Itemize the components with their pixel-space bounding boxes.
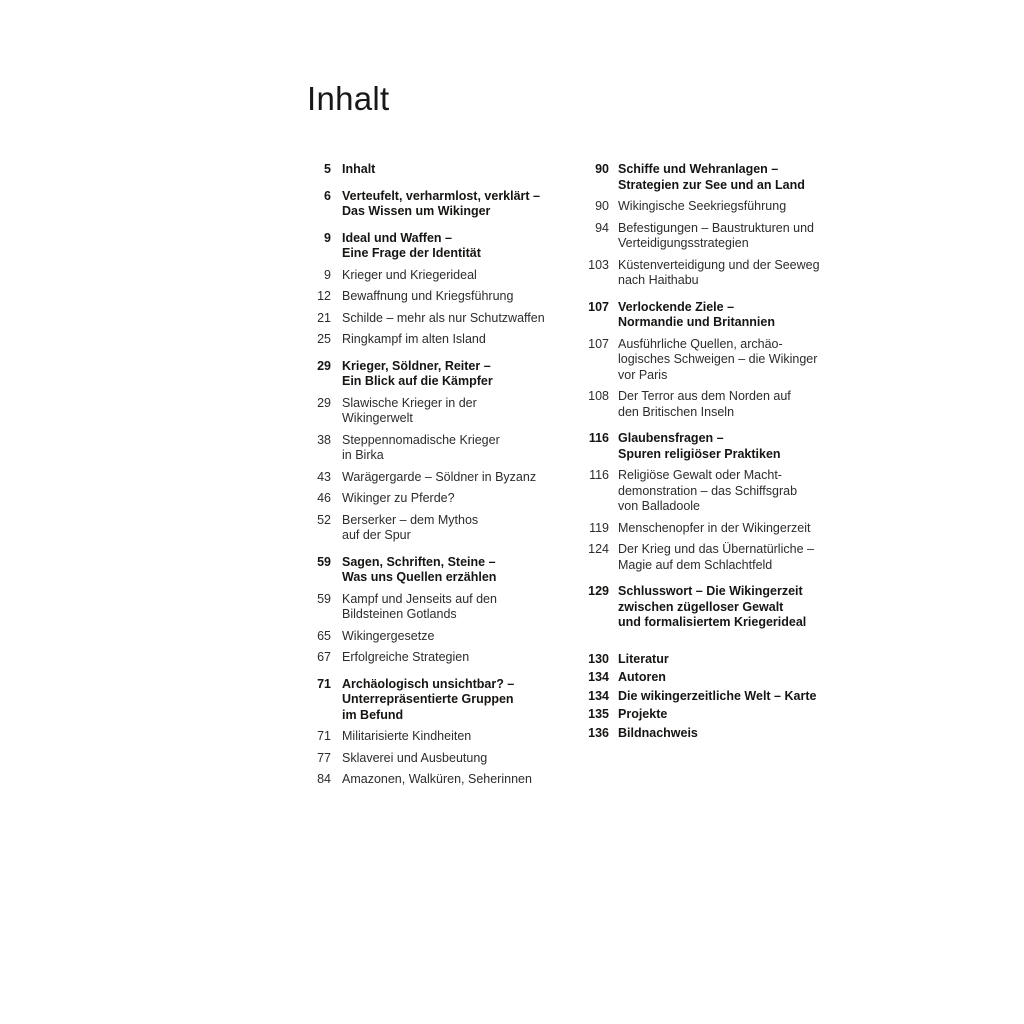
toc-entry <box>570 468 845 515</box>
toc-entry-line: nach Haithabu <box>618 273 699 287</box>
toc-page-number: 38 <box>317 432 331 447</box>
toc-entry-title <box>342 772 555 788</box>
toc-entry-title <box>342 162 555 178</box>
toc-entry-line: Autoren <box>618 670 666 684</box>
toc-entry-title <box>342 513 555 544</box>
toc-entry-line: Bildnachweis <box>618 725 698 740</box>
toc-entry-title <box>618 199 845 215</box>
toc-column-right <box>570 162 845 744</box>
toc-page-number: 29 <box>317 395 331 410</box>
toc-entry-title <box>342 268 555 284</box>
toc-entry-line: Schiffe und Wehranlagen – <box>618 162 779 176</box>
toc-entry-line: Verlockende Ziele – <box>618 299 735 314</box>
toc-page-number: 46 <box>317 491 331 505</box>
toc-entry-title <box>342 231 555 262</box>
toc-section-entry <box>570 300 845 331</box>
toc-entry-line: Literatur <box>618 651 669 666</box>
toc-entry-line: Wikingergesetze <box>342 628 435 643</box>
toc-page-number: 134 <box>588 670 609 684</box>
toc-page-number: 130 <box>588 651 609 666</box>
toc-entry-line: Die wikingerzeitliche Welt – Karte <box>618 688 817 703</box>
toc-section-entry <box>300 162 555 178</box>
toc-entry <box>300 433 555 464</box>
page-title: Inhalt <box>307 80 390 117</box>
toc-page-number: 90 <box>595 162 609 176</box>
toc-entry-line: Religiöse Gewalt oder Macht- <box>618 468 782 482</box>
toc-page-number: 124 <box>588 542 609 556</box>
toc-page-number: 59 <box>317 554 331 569</box>
toc-page-number: 6 <box>324 188 331 203</box>
toc-entry <box>300 268 555 284</box>
toc-entry <box>300 592 555 623</box>
toc-entry-line: Küstenverteidigung und der Seeweg <box>618 257 820 272</box>
toc-entry-line: Ein Blick auf die Kämpfer <box>342 374 493 388</box>
toc-entry-title <box>342 359 555 390</box>
toc-entry-line: Warägergarde – Söldner in Byzanz <box>342 469 537 484</box>
toc-entry-line: Amazonen, Walküren, Seherinnen <box>342 772 532 786</box>
toc-entry-line: Sklaverei und Ausbeutung <box>342 750 488 765</box>
toc-entry-line: Unterrepräsentierte Gruppen <box>342 692 514 706</box>
toc-section-entry <box>570 162 845 193</box>
toc-entry-title <box>618 670 845 686</box>
toc-entry-title <box>342 729 555 745</box>
toc-entry-title <box>342 189 555 220</box>
toc-entry-title <box>342 289 555 305</box>
toc-entry-line: Militarisierte Kindheiten <box>342 729 472 743</box>
toc-entry <box>300 289 555 305</box>
toc-entry-line: Verteidigungsstrategien <box>618 236 749 250</box>
toc-entry <box>300 629 555 645</box>
toc-entry-line: Der Krieg und das Übernatürliche – <box>618 542 814 556</box>
toc-entry-title <box>618 689 845 705</box>
toc-entry-line: Verteufelt, verharmlost, verklärt – <box>342 188 541 203</box>
toc-entry-line: Befestigungen – Baustrukturen und <box>618 220 814 235</box>
toc-entry-line: zwischen zügelloser Gewalt <box>618 599 784 614</box>
toc-entry-line: und formalisiertem Kriegerideal <box>618 615 807 629</box>
toc-page-number: 52 <box>317 512 331 527</box>
toc-entry-title <box>618 652 845 668</box>
toc-page-number: 65 <box>317 628 331 643</box>
toc-entry-line: Wikingerwelt <box>342 411 413 425</box>
toc-entry-title <box>618 542 845 573</box>
toc-entry-line: Krieger, Söldner, Reiter – <box>342 358 491 373</box>
toc-entry <box>570 258 845 289</box>
toc-entry-line: den Britischen Inseln <box>618 404 735 419</box>
toc-entry-line: Slawische Krieger in der <box>342 395 477 410</box>
toc-entry-line: in Birka <box>342 448 384 462</box>
toc-entry-line: Wikinger zu Pferde? <box>342 491 455 505</box>
toc-entry-title <box>342 650 555 666</box>
toc-entry-title <box>342 629 555 645</box>
toc-entry-line: Sagen, Schriften, Steine – <box>342 554 496 569</box>
toc-page-number: 21 <box>317 310 331 325</box>
toc-page-number: 107 <box>588 336 609 351</box>
toc-entry-line: auf der Spur <box>342 528 411 542</box>
toc-page-number: 25 <box>317 332 331 346</box>
toc-section-entry <box>300 677 555 724</box>
toc-section-entry <box>300 231 555 262</box>
toc-entry-title <box>342 470 555 486</box>
toc-entry-title <box>342 751 555 767</box>
toc-entry-line: vor Paris <box>618 367 668 382</box>
toc-entry-line: Steppennomadische Krieger <box>342 432 500 447</box>
toc-entry-line: Magie auf dem Schlachtfeld <box>618 557 773 572</box>
toc-section-entry <box>570 652 845 668</box>
toc-entry <box>300 513 555 544</box>
toc-entry <box>300 491 555 507</box>
toc-entry <box>300 772 555 788</box>
toc-entry-title <box>618 337 845 384</box>
toc-entry-title <box>618 162 845 193</box>
toc-entry-title <box>342 555 555 586</box>
toc-page-number: 135 <box>588 707 609 721</box>
toc-page-number: 9 <box>324 267 331 282</box>
toc-entry <box>300 650 555 666</box>
toc-entry-title <box>342 677 555 724</box>
toc-page-number: 103 <box>588 257 609 272</box>
toc-entry-line: von Balladoole <box>618 499 701 513</box>
toc-entry <box>570 221 845 252</box>
toc-entry <box>570 542 845 573</box>
toc-section-entry <box>300 189 555 220</box>
toc-page-number: 116 <box>589 468 609 482</box>
toc-entry-title <box>618 300 845 331</box>
toc-entry <box>300 470 555 486</box>
toc-entry-title <box>618 584 845 631</box>
toc-entry-line: Ausführliche Quellen, archäo- <box>618 336 783 351</box>
toc-entry-title <box>618 431 845 462</box>
toc-entry-line: logisches Schweigen – die Wikinger <box>618 352 818 366</box>
toc-column-left <box>300 162 555 794</box>
toc-entry <box>570 521 845 537</box>
toc-section-entry <box>570 670 845 686</box>
toc-entry-line: Strategien zur See und an Land <box>618 177 805 192</box>
toc-page-number: 67 <box>317 650 331 664</box>
toc-entry-line: Schlusswort – Die Wikingerzeit <box>618 584 803 598</box>
toc-page-number: 116 <box>588 431 609 445</box>
toc-entry-line: Ideal und Waffen – <box>342 230 452 245</box>
toc-entry <box>300 751 555 767</box>
toc-entry-line: Spuren religiöser Praktiken <box>618 446 781 461</box>
toc-page-number: 71 <box>317 729 331 743</box>
toc-page-number: 71 <box>317 676 331 691</box>
toc-entry-title <box>618 221 845 252</box>
toc-entry-line: Glaubensfragen – <box>618 431 724 445</box>
toc-page-number: 59 <box>317 591 331 606</box>
toc-entry <box>570 199 845 215</box>
toc-section-entry <box>570 707 845 723</box>
toc-entry-line: Bildsteinen Gotlands <box>342 607 457 621</box>
toc-section-entry <box>570 689 845 705</box>
toc-entry-line: Schilde – mehr als nur Schutzwaffen <box>342 310 545 325</box>
toc-page-number: 77 <box>317 750 331 765</box>
toc-page-number: 12 <box>317 289 331 303</box>
toc-page-number: 119 <box>589 520 609 535</box>
toc-page-number: 5 <box>324 162 331 176</box>
toc-entry-title <box>342 491 555 507</box>
toc-page-number: 107 <box>588 299 609 314</box>
toc-page-number: 9 <box>324 230 331 245</box>
toc-entry-line: Kampf und Jenseits auf den <box>342 591 497 606</box>
toc-entry-title <box>618 258 845 289</box>
toc-entry <box>300 332 555 348</box>
toc-entry-title <box>618 726 845 742</box>
toc-page-number: 136 <box>588 725 609 740</box>
toc-entry-title <box>342 433 555 464</box>
toc-section-entry <box>300 359 555 390</box>
toc-entry <box>300 729 555 745</box>
toc-entry-line: Archäologisch unsichtbar? – <box>342 676 515 691</box>
toc-page-number: 29 <box>317 358 331 373</box>
toc-entry-line: demonstration – das Schiffsgrab <box>618 483 798 498</box>
toc-section-entry <box>570 431 845 462</box>
toc-page-number: 129 <box>588 584 609 598</box>
toc-entry <box>570 337 845 384</box>
toc-entry <box>300 311 555 327</box>
toc-entry-line: Projekte <box>618 707 668 721</box>
toc-entry-line: Das Wissen um Wikinger <box>342 204 491 218</box>
toc-entry-line: Wikingische Seekriegsführung <box>618 199 787 213</box>
toc-section-entry <box>300 555 555 586</box>
toc-entry <box>300 396 555 427</box>
toc-entry-title <box>342 592 555 623</box>
toc-entry-line: Inhalt <box>342 162 376 176</box>
toc-page-number: 108 <box>588 389 609 403</box>
toc-entry-title <box>618 389 845 420</box>
toc-entry-title <box>618 521 845 537</box>
toc-page-number: 94 <box>595 220 609 235</box>
toc-entry-line: Was uns Quellen erzählen <box>342 570 497 584</box>
toc-page-number: 134 <box>588 688 609 703</box>
toc-entry-title <box>618 707 845 723</box>
toc-entry-line: Menschenopfer in der Wikingerzeit <box>618 520 811 535</box>
toc-page-number: 84 <box>317 772 331 786</box>
toc-entry-line: Bewaffnung und Kriegsführung <box>342 289 514 303</box>
toc-entry-title <box>342 396 555 427</box>
toc-page-number: 90 <box>595 199 609 213</box>
toc-entry-line: Erfolgreiche Strategien <box>342 650 470 664</box>
toc-entry-line: im Befund <box>342 707 404 722</box>
toc-page-number: 43 <box>317 469 331 484</box>
toc-entry-line: Ringkampf im alten Island <box>342 332 486 346</box>
toc-section-entry <box>570 726 845 742</box>
toc-section-entry <box>570 584 845 631</box>
toc-entry-line: Der Terror aus dem Norden auf <box>618 389 791 403</box>
toc-entry-line: Krieger und Kriegerideal <box>342 267 477 282</box>
toc-entry-line: Normandie und Britannien <box>618 315 775 329</box>
toc-entry-title <box>342 332 555 348</box>
toc-entry-line: Eine Frage der Identität <box>342 246 481 260</box>
toc-entry-title <box>618 468 845 515</box>
toc-entry-title <box>342 311 555 327</box>
toc-entry-line: Berserker – dem Mythos <box>342 512 479 527</box>
toc-entry <box>570 389 845 420</box>
